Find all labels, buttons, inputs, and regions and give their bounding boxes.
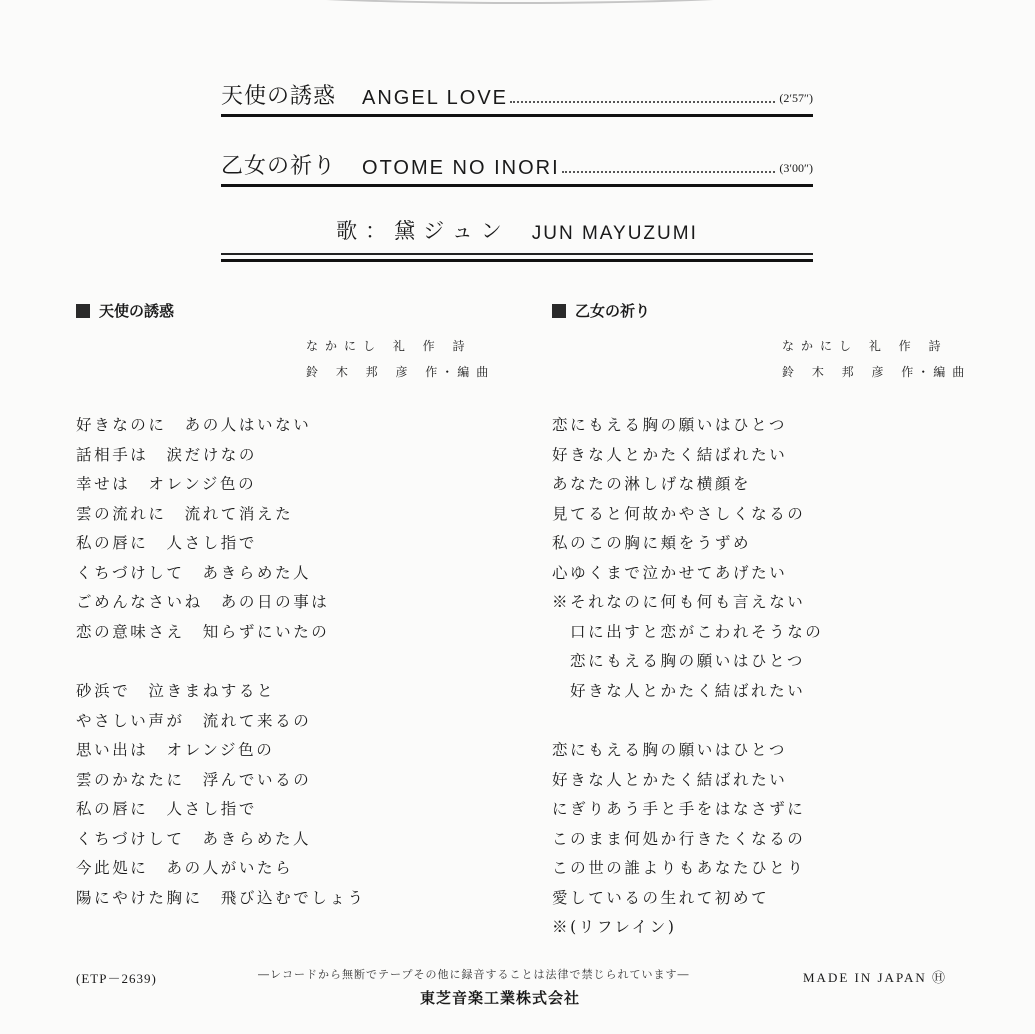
lyric-line: 幸せは オレンジ色の — [76, 475, 257, 493]
lyric-line: このまま何処か行きたくなるの — [552, 829, 806, 848]
song-heading — [552, 300, 972, 321]
verse-gap — [76, 647, 496, 677]
song-otome-no-inori — [552, 300, 972, 943]
lyric-line: 恋にもえる胸の願いはひとつ — [552, 416, 787, 434]
lyric-line: 見てると何故かやさしくなるの — [552, 504, 806, 523]
lyrics — [552, 411, 972, 943]
composer: 鈴 木 邦 彦 作･編曲 — [782, 365, 972, 379]
verse-gap — [552, 706, 972, 736]
catalog-number: (ETP－2639) — [76, 971, 157, 986]
company-name: 東芝音楽工業株式会社 — [420, 989, 581, 1007]
lyrics — [76, 411, 496, 913]
lyric-line: 陽にやけた胸に 飛び込むでしょう — [76, 888, 366, 907]
lyric-line: あなたの淋しげな横顔を — [552, 475, 752, 493]
lyric-line: 私の唇に 人さし指で — [76, 534, 258, 552]
song-angel-love — [76, 300, 496, 913]
artist-en: JUN MAYUZUMI — [531, 223, 698, 244]
leader-dots — [562, 171, 776, 173]
copyright-notice: ―レコードから無断でテープその他に録音することは法律で禁じられています― — [258, 968, 690, 981]
lyric-line: 今此処に あの人がいたら — [76, 859, 294, 877]
square-bullet-icon — [76, 304, 90, 318]
credits — [782, 333, 972, 385]
composer: 鈴 木 邦 彦 作･編曲 — [306, 365, 496, 379]
lyric-line: 雲のかなたに 浮んでいるの — [76, 770, 312, 789]
track-1-duration: (2′57″) — [779, 91, 813, 105]
divider — [221, 259, 813, 262]
lyric-line: ※(リフレイン) — [552, 918, 677, 936]
lyric-line: 雲の流れに 流れて消えた — [76, 504, 294, 523]
track-1-title-jp: 天使の誘惑 — [221, 84, 337, 109]
song-title: 乙女の祈り — [575, 302, 651, 320]
track-2-title-jp: 乙女の祈り — [221, 154, 337, 179]
track-2 — [221, 142, 813, 180]
sleeve-edge — [120, 0, 920, 4]
divider — [221, 114, 813, 117]
lyric-line: 好きな人とかたく結ばれたい — [552, 770, 788, 789]
lyric-line: 愛しているの生れて初めて — [552, 888, 770, 907]
divider — [221, 253, 813, 255]
made-in-japan: MADE IN JAPAN Ⓗ — [803, 970, 948, 985]
lyric-line: くちづけして あきらめた人 — [76, 829, 312, 848]
lyric-line: 恋にもえる胸の願いはひとつ — [570, 652, 805, 670]
lyricist: なかにし 礼 作 詩 — [306, 339, 472, 353]
lyric-line: 砂浜で 泣きまねすると — [76, 682, 276, 700]
lyric-line: 思い出は オレンジ色の — [76, 741, 275, 759]
artist-jp: 歌：黛ジュン — [336, 219, 510, 243]
lyric-line: ごめんなさいね あの日の事は — [76, 593, 330, 611]
lyric-line: 心ゆくまで泣かせてあげたい — [552, 563, 788, 582]
lyric-line: 私のこの胸に頬をうずめ — [552, 534, 752, 552]
lyricist: なかにし 礼 作 詩 — [782, 339, 948, 353]
lyric-line: 好きな人とかたく結ばれたい — [552, 445, 788, 464]
lyric-line: やさしい声が 流れて来るの — [76, 711, 312, 730]
song-title: 天使の誘惑 — [99, 302, 175, 320]
song-heading — [76, 300, 496, 321]
leader-dots — [510, 101, 775, 103]
track-1 — [221, 72, 813, 110]
lyric-line: くちづけして あきらめた人 — [76, 563, 312, 582]
lyric-line: 好きなのに あの人はいない — [76, 416, 312, 434]
lyric-line: ※それなのに何も何も言えない — [552, 593, 806, 611]
lyric-line: 話相手は 涙だけなの — [76, 445, 258, 464]
square-bullet-icon — [552, 304, 566, 318]
lyric-line: 口に出すと恋がこわれそうなの — [570, 622, 824, 641]
lyric-line: 恋の意味さえ 知らずにいたの — [76, 622, 330, 641]
lyric-line: 私の唇に 人さし指で — [76, 800, 258, 818]
lyric-line: この世の誰よりもあなたひとり — [552, 859, 806, 877]
track-2-title-en: OTOME NO INORI — [362, 157, 560, 179]
lyric-line: 好きな人とかたく結ばれたい — [570, 681, 806, 700]
track-2-duration: (3′00″) — [779, 161, 813, 175]
track-list — [221, 72, 813, 262]
track-1-title-en: ANGEL LOVE — [362, 87, 508, 109]
lyric-line: にぎりあう手と手をはなさずに — [552, 800, 806, 818]
divider — [221, 184, 813, 187]
lyric-line: 恋にもえる胸の願いはひとつ — [552, 741, 787, 759]
credits — [306, 333, 496, 385]
artist-credit — [221, 211, 813, 245]
